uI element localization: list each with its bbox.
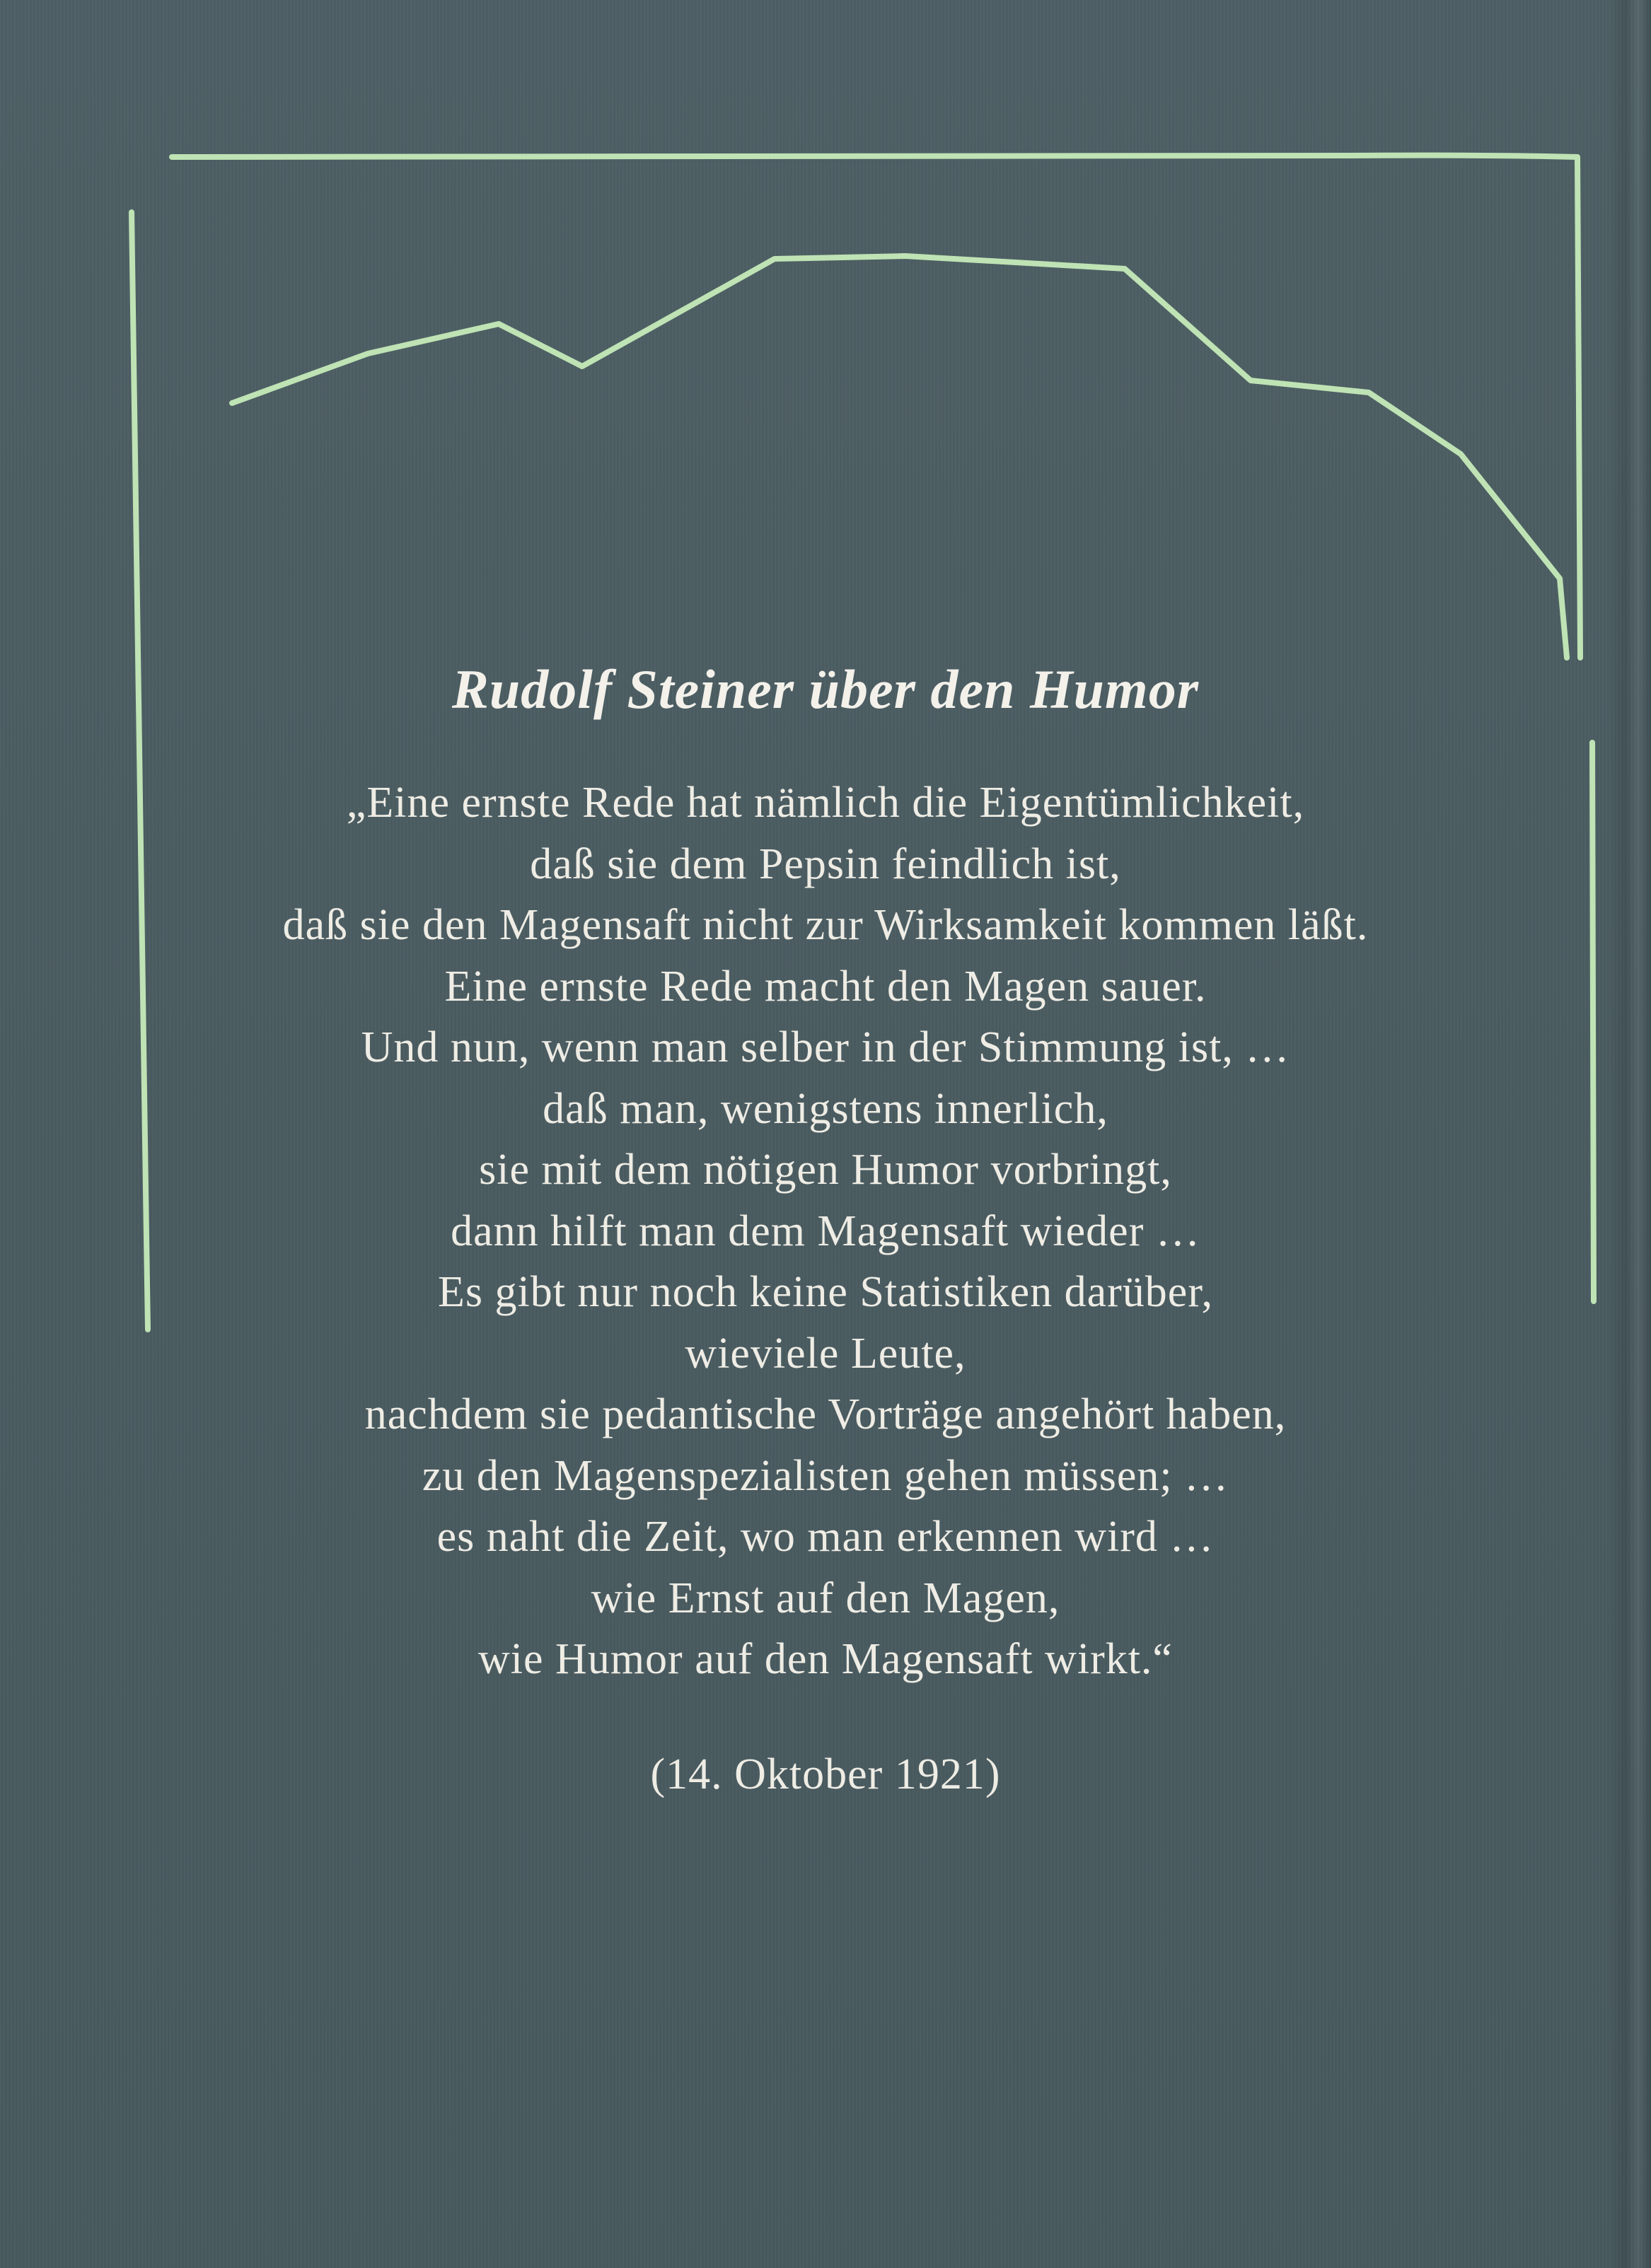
quote-line: „Eine ernste Rede hat nämlich die Eigentümlichkeit, <box>346 779 1305 827</box>
frame-mountain-line <box>232 256 1567 658</box>
quote-line: daß sie den Magensaft nicht zur Wirksamkeit kommen läßt. <box>282 901 1369 949</box>
quote-line: daß man, wenigstens innerlich, <box>543 1084 1108 1133</box>
quote-line: es naht die Zeit, wo man erkennen wird … <box>436 1513 1215 1561</box>
quote-line: wie Humor auf den Magensaft wirkt.“ <box>478 1635 1173 1683</box>
quote-date: (14. Oktober 1921) <box>650 1750 1001 1798</box>
quote-line: wie Ernst auf den Magen, <box>591 1574 1060 1622</box>
quote-line: nachdem sie pedantische Vorträge angehört haben, <box>364 1390 1287 1438</box>
frame-right-upper-line <box>1577 157 1580 658</box>
quote-line: Eine ernste Rede macht den Magen sauer. <box>444 962 1207 1011</box>
quote-line: Es gibt nur noch keine Statistiken darüber, <box>437 1268 1213 1316</box>
frame-top-line <box>172 156 1577 157</box>
quote-block <box>0 772 1651 1690</box>
quote-line: Und nun, wenn man selber in der Stimmung ist, … <box>361 1023 1290 1071</box>
quote-line: wieviele Leute, <box>685 1329 966 1378</box>
quote-line: daß sie dem Pepsin feindlich ist, <box>530 839 1121 888</box>
quote-line: dann hilft man dem Magensaft wieder … <box>451 1206 1200 1255</box>
quote-line: zu den Magenspezialisten gehen müssen; … <box>422 1451 1229 1500</box>
quote-line: sie mit dem nötigen Humor vorbringt, <box>479 1146 1172 1194</box>
book-spine-edge <box>1609 0 1651 2268</box>
page-title: Rudolf Steiner über den Humor <box>451 658 1200 720</box>
